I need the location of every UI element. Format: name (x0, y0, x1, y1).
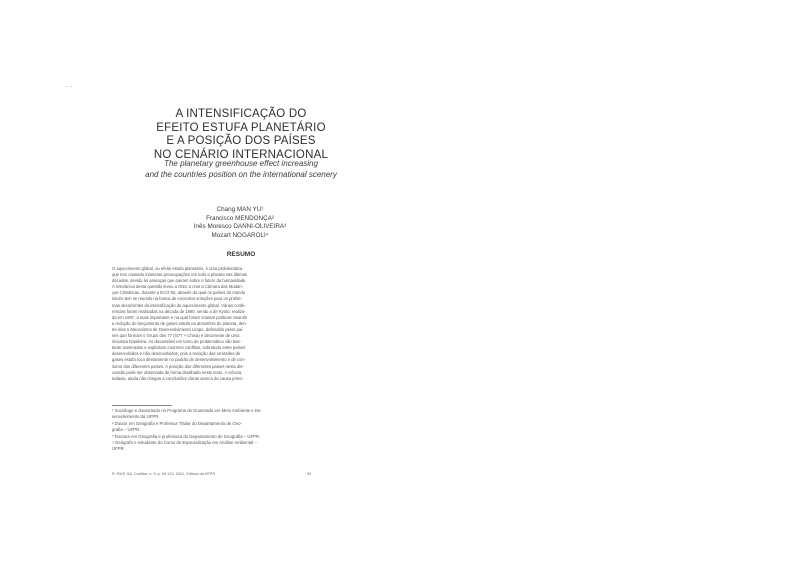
abstract-body (112, 266, 316, 382)
abstract-line: iniciativa brasileira. As discussões em torno da problemática vão bas- (112, 339, 241, 345)
footnotes (112, 408, 318, 453)
footnote-line: ³ Doutora em Geografia e professora do Departamento de Geografia – UFPR. (112, 433, 261, 439)
footnote-line: ¹ Sociólogo e doutorando no Programa de Doutorado em Meio Ambiente e De- (112, 408, 262, 413)
abstract-line: A relevância desta questão levou a ONU a criar a Câmara das Mudan- (112, 284, 244, 290)
footnote-line: grafia – UFPR. (112, 427, 141, 433)
abstract-heading: RESUMO (226, 251, 256, 258)
abstract-line: O aquecimento global, ou efeito estufa planetário, é uma problemática (112, 266, 243, 271)
footnote-line: ⁴ Geógrafo e estudante do Curso de Especialização em Análise Ambiental – (112, 440, 257, 446)
english-title (66, 158, 416, 180)
abstract-line: tante aceleradas e explicitam enormes conflitos, sobretudo entre países (112, 345, 246, 351)
abstract-line: mas decorrentes da intensificação do aquecimento global. Várias confe- (112, 302, 246, 308)
abstract-line: que tem causado inúmeras preocupações em todo o planeta nas últimas (112, 272, 248, 278)
page-number: 99 (307, 472, 312, 476)
title-line: NO CENÁRIO INTERNACIONAL (153, 148, 329, 161)
abstract-line: ças Climáticas, durante a ECO-92, através da qual os países do mundo (112, 290, 246, 296)
subtitle-line: and the countries position on the international scenery (145, 170, 337, 179)
abstract-line: a redução do lançamento de gases estufa na atmosfera do planeta, den- (112, 320, 248, 326)
corner-mark: - - (66, 84, 72, 90)
article-title (96, 108, 386, 162)
footnote-line: ² Doutor em Geografia e Professor Titular do Departamento de Geo- (112, 420, 242, 426)
title-line: EFEITO ESTUFA PLANETÁRIO (156, 121, 326, 134)
abstract-line: gases estufa toca diretamente no padrão de desenvolvimento e de con- (112, 357, 246, 363)
author-list (150, 206, 330, 240)
footnote-divider (112, 405, 172, 406)
subtitle-line: The planetary greenhouse effect increasing (164, 159, 318, 168)
footnote-line: UFPR. (112, 446, 125, 452)
title-line: A INTENSIFICAÇÃO DO (175, 108, 307, 120)
abstract-line: cussão pode ser observada de forma detalhada neste texto. A ciência, (112, 369, 243, 375)
abstract-line: inteiro tem se reunido na busca de encontrar soluções para os proble- (112, 296, 243, 302)
citation-footer: R. RA'E GA, Curitiba, n. 5, p. 99-124. 2001. Editora da UFPR (112, 472, 216, 476)
abstract-line: tre elas o Mecanismo de Desenvolvimento Limpo, defendido pelos paí- (112, 326, 244, 332)
author-name: Francisco MENDONÇA² (206, 214, 274, 222)
abstract-line: rencias foram realizadas na década de 1990, sendo a de Kyoto, realiza- (112, 308, 246, 314)
author-name: Chang MAN YU¹ (216, 206, 264, 213)
title-line: E A POSIÇÃO DOS PAÍSES (166, 135, 316, 147)
author-name: Mozart NOGAROLI⁴ (211, 231, 269, 239)
author-name: Inês Moresco DANNI-OLIVEIRA³ (193, 223, 287, 231)
footnote-line: senvolvimento da UFPR. (112, 414, 160, 420)
abstract-line: sumo dos diferentes países. A posição dos diferentes países nesta dis- (112, 363, 244, 369)
abstract-line: desenvolvidos e não desenvolvidos, pois a redução das emissões de (112, 351, 241, 357)
abstract-line: ses que formam o Grupo dos 77 (G77 + China) e decorrente de uma (112, 333, 240, 339)
abstract-line: da em 1997, a mais importante e na qual foram criaram políticas visando (112, 314, 248, 320)
abstract-line: todavia, ainda não chegou a conclusões claras acerca da causa princi- (112, 375, 244, 381)
abstract-line: décadas, devido às ameaças que pairam sobre o futuro da humanidade. (112, 278, 247, 284)
